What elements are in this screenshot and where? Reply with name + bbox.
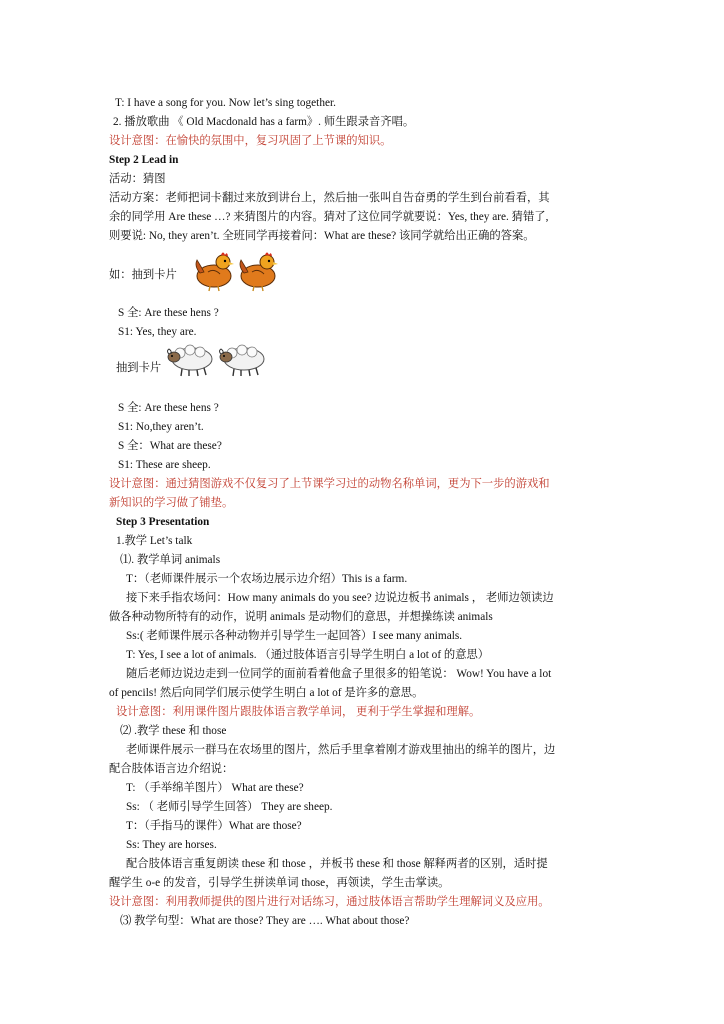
- text-line: 如：抽到卡片: [109, 269, 177, 281]
- text-line: 配合肢体语言边介绍说：: [109, 763, 234, 775]
- design-intent: 设计意图：在愉快的氛围中，复习巩固了上节课的知识。: [109, 135, 392, 147]
- dialogue-line: S 全: Are these hens ?: [118, 402, 219, 414]
- text-line: 余的同学用 Are these …? 来猜图片的内容。猜对了这位同学就要说：Yes, they are. 猜错了,: [109, 211, 549, 223]
- dialogue-line: Ss: They are horses.: [126, 839, 217, 851]
- design-intent: 设计意图：利用教师提供的图片进行对话练习，通过肢体语言帮助学生理解词义及应用。: [109, 896, 550, 908]
- dialogue-line: Ss:( 老师课件展示各种动物并引导学生一起回答）I see many animals.: [126, 630, 463, 642]
- dialogue-line: S1: No,they aren’t.: [118, 421, 204, 433]
- dialogue-line: Ss: （ 老师引导学生回答） They are sheep.: [126, 801, 333, 813]
- section-heading: Step 2 Lead in: [109, 154, 179, 166]
- dialogue-line: S1: These are sheep.: [118, 459, 211, 471]
- dialogue-line: S1: Yes, they are.: [118, 326, 197, 338]
- text-line: 1.教学 Let’s talk: [116, 535, 193, 547]
- text-line: 老师课件展示一群马在农场里的图片，然后手里拿着刚才游戏里抽出的绵羊的图片，边: [126, 744, 556, 756]
- text-line: of pencils! 然后向同学们展示使学生明白 a lot of 是许多的意思。: [109, 687, 424, 699]
- text-line: 则要说: No, they aren’t. 全班同学再接着问：What are these? 该同学就给出正确的答案。: [109, 230, 535, 242]
- sheep-icon: [220, 345, 265, 376]
- text-line: ⑴. 教学单词 animals: [120, 554, 221, 566]
- section-heading: Step 3 Presentation: [116, 516, 210, 528]
- text-line: 接下来手指农场问：How many animals do you see? 边说边板书 animals ， 老师边领读边: [126, 592, 554, 604]
- dialogue-line: T: Yes, I see a lot of animals. （通过肢体语言引导学生明白 a lot of 的意思）: [126, 649, 490, 661]
- text-line: 醒学生 o-e 的发音，引导学生拼读单词 those，再领读，学生击掌读。: [109, 877, 450, 889]
- text-line: ⑵ .教学 these 和 those: [120, 725, 227, 737]
- dialogue-line: T: （手举绵羊图片） What are these?: [126, 782, 304, 794]
- text-line: 做各种动物所特有的动作，说明 animals 是动物们的意思，并想操练读 animals: [109, 611, 493, 623]
- sheep-icon: [168, 345, 213, 376]
- text-line: ⑶ 教学句型：What are those? They are …. What about those?: [120, 915, 410, 927]
- dialogue-line: S 全：What are these?: [118, 440, 222, 452]
- text-line: 抽到卡片: [116, 362, 162, 374]
- text-line: 2. 播放歌曲 《 Old Macdonald has a farm》. 师生跟录音齐唱。: [113, 116, 415, 128]
- hens-card-image: [190, 246, 282, 292]
- text-line: T: I have a song for you. Now let’s sing together.: [115, 97, 336, 109]
- text-line: 活动：猜图: [109, 173, 166, 185]
- dialogue-line: T：（老师课件展示一个农场边展示边介绍）This is a farm.: [126, 573, 408, 585]
- dialogue-line: S 全: Are these hens ?: [118, 307, 219, 319]
- text-line: 活动方案：老师把词卡翻过来放到讲台上，然后抽一张叫自告奋勇的学生到台前看看，其: [109, 192, 550, 204]
- sheep-card-image: [166, 341, 270, 379]
- dialogue-line: T：（手指马的课件）What are those?: [126, 820, 302, 832]
- text-line: 配合肢体语言重复朗读 these 和 those ，并板书 these 和 those 解释两者的区别，适时提: [126, 858, 548, 870]
- hen-icon: [240, 253, 278, 292]
- design-intent: 设计意图：通过猜图游戏不仅复习了上节课学习过的动物名称单词，更为下一步的游戏和: [109, 478, 550, 490]
- text-line: 随后老师边说边走到一位同学的面前看着他盒子里很多的铅笔说： Wow! You have a lot: [126, 668, 552, 680]
- hen-icon: [196, 253, 234, 292]
- design-intent: 新知识的学习做了铺垫。: [109, 497, 234, 509]
- design-intent: 设计意图：利用课件图片跟肢体语言教学单词， 更利于学生掌握和理解。: [116, 706, 481, 718]
